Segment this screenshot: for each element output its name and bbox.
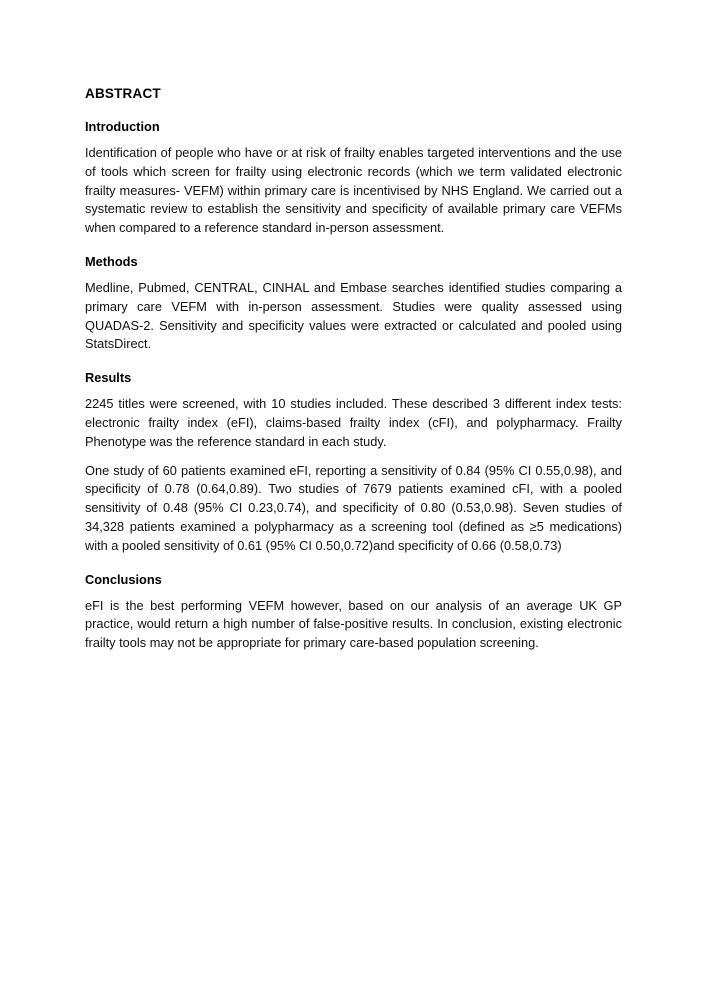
conclusions-paragraph: eFI is the best performing VEFM however, based on our analysis of an average UK GP practice, would return a high number of false-positive results. In conclusion, existing electronic frailty tools may not be appropriate for primary care-based population screening. xyxy=(85,597,622,651)
abstract-title: ABSTRACT xyxy=(85,86,161,101)
section-heading-results: Results xyxy=(85,370,132,386)
section-heading-introduction: Introduction xyxy=(85,119,160,134)
section-heading-methods: Methods xyxy=(85,253,138,269)
introduction-paragraph: Identification of people who have or at risk of frailty enables targeted interventions and the use of tools which screen for frailty using electronic records (which we term validated electronic frailty measures- VEFM) within primary care is incentivised by NHS England. We carried out a systematic review to establish the sensitivity and specificity of available primary care VEFMs when compared to a reference standard in-person assessment. xyxy=(85,145,622,236)
results-paragraph-2: One study of 60 patients examined eFI, reporting a sensitivity of 0.84 (95% CI 0.55,0.98), and specificity of 0.78 (0.64,0.89). Two studies of 7679 patients examined cFI, with a pooled sensitivity of 0.48 (95% CI 0.23,0.74), and specificity of 0.80 (0.53,0.98). Seven studies of 34,328 patients examined a polypharmacy as a screening tool (defined as ≥5 medications) with a pooled sensitivity of 0.61 (95% CI 0.50,0.72)and specificity of 0.66 (0.58,0.73) xyxy=(85,462,622,553)
methods-paragraph: Medline, Pubmed, CENTRAL, CINHAL and Embase searches identified studies comparing a primary care VEFM with in-person assessment. Studies were quality assessed using QUADAS-2. Sensitivity and specificity values were extracted or calculated and pooled using StatsDirect. xyxy=(85,279,622,352)
results-paragraph-1: 2245 titles were screened, with 10 studies included. These described 3 different index tests: electronic frailty index (eFI), claims-based frailty index (cFI), and polypharmacy. Frailty Phenotype was the reference standard in each study. xyxy=(85,396,622,449)
section-heading-conclusions: Conclusions xyxy=(85,571,162,587)
